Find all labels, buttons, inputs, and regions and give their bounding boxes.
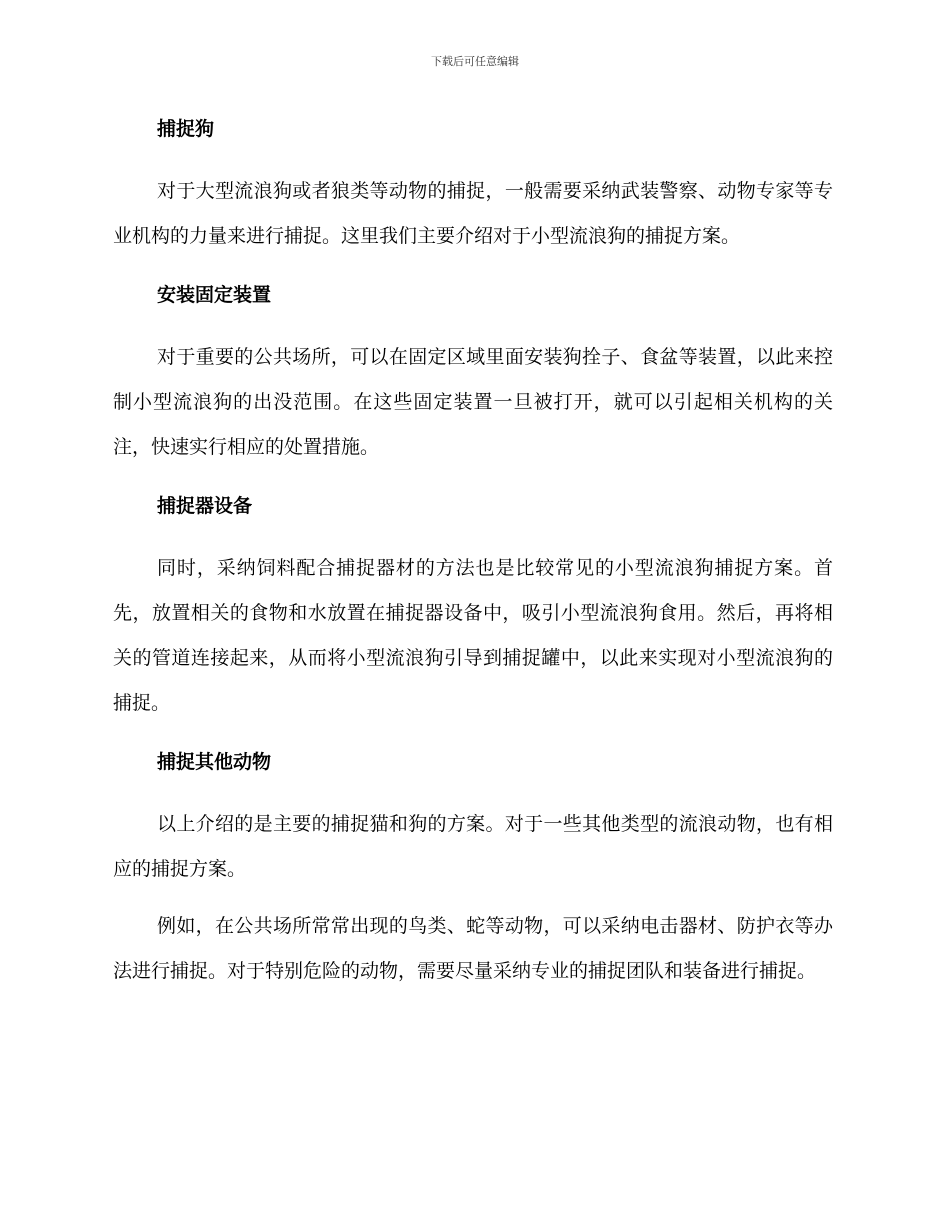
section-heading: 捕捉狗 bbox=[157, 118, 215, 140]
body-paragraph: 对于大型流浪狗或者狼类等动物的捕捉，一般需要采纳武装警察、动物专家等专业机构的力量来进行捕捉。这里我们主要介绍对于小型流浪狗的捕捉方案。 bbox=[113, 180, 833, 247]
body-paragraph: 对于重要的公共场所，可以在固定区域里面安装狗拴子、食盆等装置，以此来控制小型流浪狗的出没范围。在这些固定装置一旦被打开，就可以引起相关机构的关注，快速实行相应的处置措施。 bbox=[113, 346, 833, 458]
section-heading: 捕捉器设备 bbox=[157, 495, 253, 517]
body-paragraph: 例如，在公共场所常常出现的鸟类、蛇等动物，可以采纳电击器材、防护衣等办法进行捕捉。对于特别危险的动物，需要尽量采纳专业的捕捉团队和装备进行捕捉。 bbox=[113, 915, 833, 982]
section-catch-dog bbox=[113, 113, 833, 259]
body-paragraph: 以上介绍的是主要的捕捉猫和狗的方案。对于一些其他类型的流浪动物，也有相应的捕捉方案。 bbox=[113, 813, 833, 880]
document-body bbox=[113, 113, 833, 994]
section-trap-device bbox=[113, 490, 833, 726]
page-header: 下载后可任意编辑 bbox=[431, 55, 519, 68]
section-heading: 安装固定装置 bbox=[157, 284, 272, 306]
section-other-animals bbox=[113, 746, 833, 994]
section-heading: 捕捉其他动物 bbox=[157, 751, 272, 773]
body-paragraph: 同时，采纳饲料配合捕捉器材的方法也是比较常见的小型流浪狗捕捉方案。首先，放置相关的食物和水放置在捕捉器设备中，吸引小型流浪狗食用。然后，再将相关的管道连接起来，从而将小型流浪狗引导到捕捉罐中，以此来实现对小型流浪狗的捕捉。 bbox=[113, 557, 833, 714]
section-fixed-device bbox=[113, 279, 833, 470]
